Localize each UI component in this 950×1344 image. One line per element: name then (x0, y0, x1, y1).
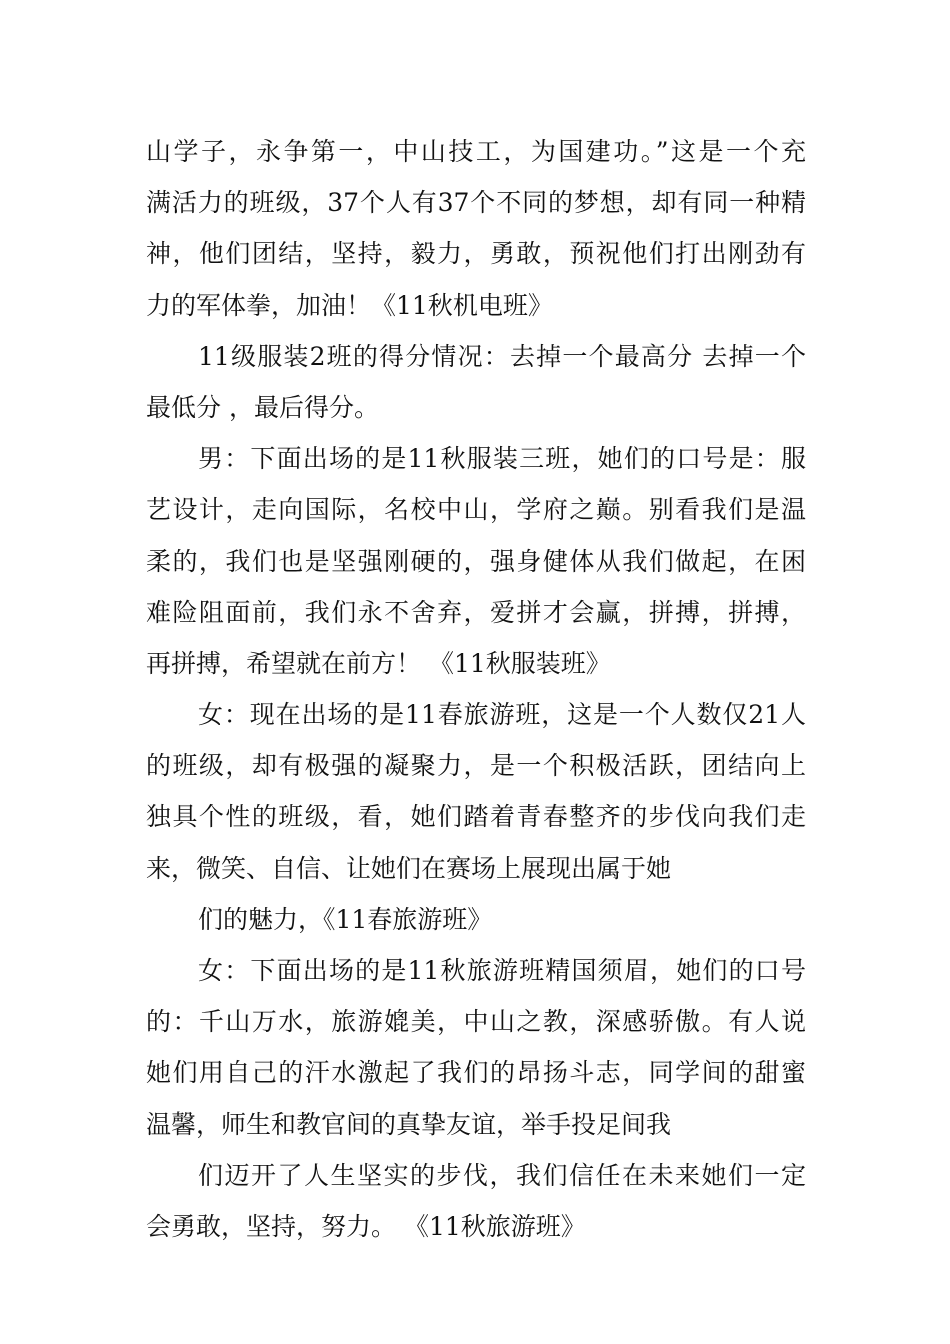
text-line: 她们用自己的汗水激起了我们的昂扬斗志，同学间的甜蜜 (146, 1058, 806, 1088)
text-line: 艺设计，走向国际，名校中山，学府之巅。别看我们是温 (146, 495, 806, 525)
text-line: 们迈开了人生坚实的步伐，我们信任在未来她们一定 (198, 1160, 806, 1190)
text-line: 的班级，却有极强的凝聚力，是一个积极活跃，团结向上 (146, 751, 806, 781)
text-line: 神，他们团结，坚持，毅力，勇敢，预祝他们打出刚劲有 (146, 239, 806, 269)
text-line: 再拼搏，希望就在前方！ 《11秋服装班》 (146, 648, 611, 678)
text-line: 力的军体拳，加油！《11秋机电班》 (146, 290, 553, 320)
text-line: 的：千山万水，旅游媲美，中山之教，深感骄傲。有人说 (146, 1007, 806, 1037)
text-line: 会勇敢，坚持，努力。 《11秋旅游班》 (146, 1211, 586, 1241)
text-line: 来，微笑、自信、让她们在赛场上展现出属于她 (146, 853, 672, 883)
text-line: 最低分 ，最后得分。 (146, 392, 379, 422)
text-line: 女：下面出场的是11秋旅游班精国须眉，她们的口号 (198, 956, 806, 985)
text-line: 11级服装2班的得分情况：去掉一个最高分 去掉一个 (198, 341, 806, 371)
text-line: 独具个性的班级，看，她们踏着青春整齐的步伐向我们走 (146, 802, 806, 832)
text-line: 难险阻面前，我们永不舍弃，爱拼才会赢，拼搏，拼搏， (146, 597, 806, 627)
text-line: 山学子，永争第一，中山技工，为国建功。”这是一个充 (146, 137, 806, 166)
text-line: 女：现在出场的是11春旅游班，这是一个人数仅21人 (198, 700, 806, 730)
text-line: 满活力的班级，37个人有37个不同的梦想，却有同一种精 (146, 188, 806, 218)
text-line: 们的魅力，《11春旅游班》 (198, 904, 493, 934)
text-line: 温馨，师生和教官间的真挚友谊，举手投足间我 (146, 1109, 672, 1139)
document-body (146, 126, 806, 1252)
text-line: 男：下面出场的是11秋服装三班，她们的口号是：服 (198, 444, 806, 474)
text-line: 柔的，我们也是坚强刚硬的，强身健体从我们做起，在困 (146, 546, 806, 576)
